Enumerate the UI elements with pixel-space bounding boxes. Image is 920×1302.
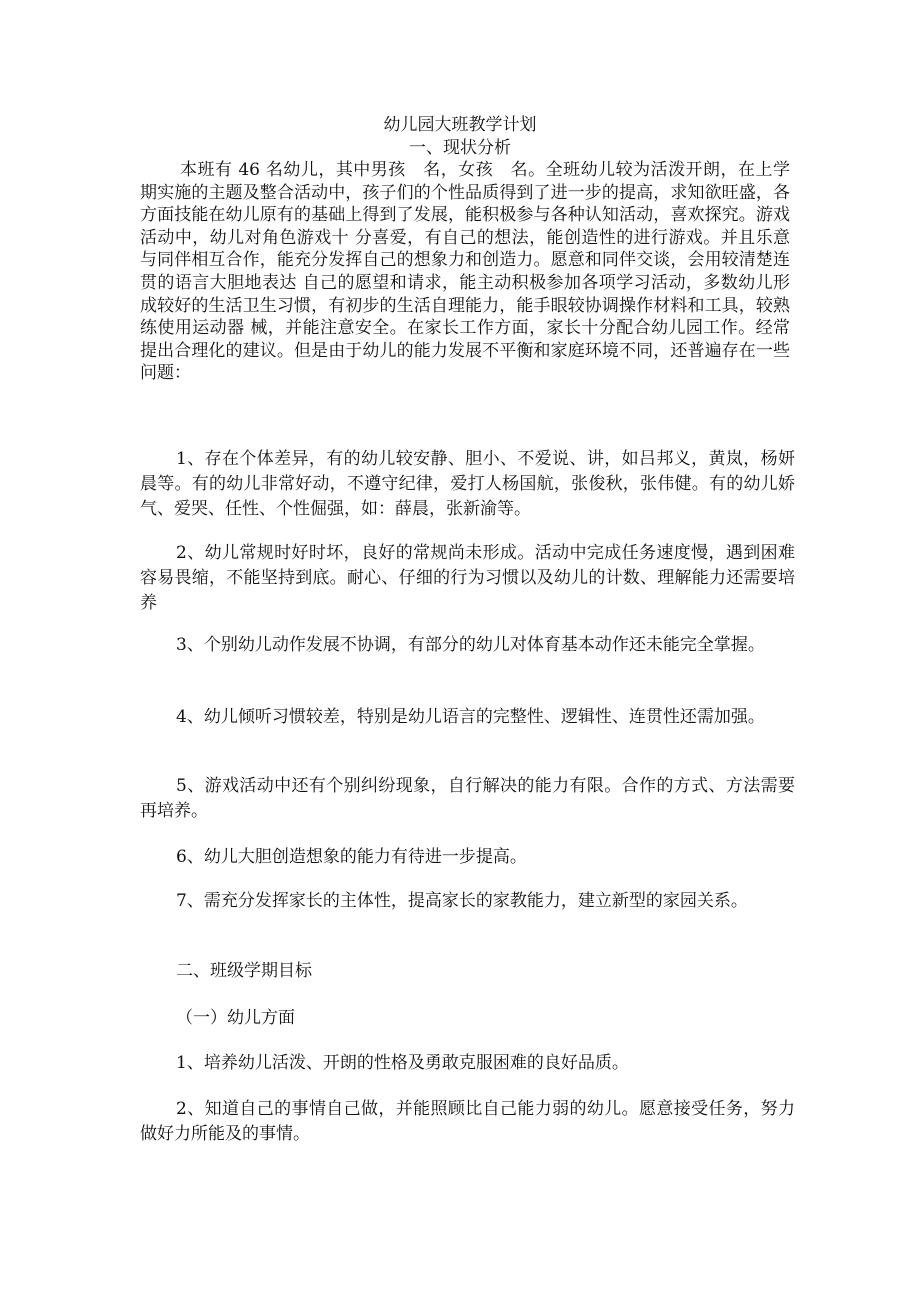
- intro-paragraph: 本班有 46 名幼儿，其中男孩 名，女孩 名。全班幼儿较为活泼开朗，在上学期实施的主题及整合活动中，孩子们的个性品质得到了进一步的提高，求知欲旺盛，各方面技能在幼儿原有的基础上得到了发展，能积极参与各种认知活动，喜欢探究。游戏活动中，幼儿对角色游戏十 分喜爱，有自己的想法，能创造性的进行游戏。并且乐意与同伴相互合作，能充分发挥自己的想象力和创造力。愿意和同伴交谈，会用较清楚连贯的语言大胆地表达 自己的愿望和请求，能主动积极参加各项学习活动，多数幼儿形成较好的生活卫生习惯，有初步的生活自理能力，能手眼较协调操作材料和工具，较熟练使用运动器 械，并能注意安全。在家长工作方面，家长十分配合幼儿园工作。经常提出合理化的建议。但是由于幼儿的能力发展不平衡和家庭环境不同，还普遍存在一些问题：: [140, 160, 790, 384]
- subsection-heading-children: （一）幼儿方面: [176, 1008, 295, 1028]
- problem-item-7: 7、需充分发挥家长的主体性，提高家长的家教能力，建立新型的家园关系。: [176, 891, 748, 911]
- problem-item-5: 5、游戏活动中还有个别纠纷现象，自行解决的能力有限。合作的方式、方法需要再培养。: [140, 776, 795, 821]
- problem-item-3: 3、个别幼儿动作发展不协调，有部分的幼儿对体育基本动作还未能完全掌握。: [176, 635, 765, 655]
- problem-item-2: 2、幼儿常规时好时坏，良好的常规尚未形成。活动中完成任务速度慢，遇到困难容易畏缩，不能坚持到底。耐心、仔细的行为习惯以及幼儿的计数、理解能力还需要培养: [140, 543, 795, 613]
- document-title: 幼儿园大班教学计划: [383, 115, 537, 135]
- section-heading-status: 一、现状分析: [409, 138, 511, 158]
- problem-item-4: 4、幼儿倾听习惯较差，特别是幼儿语言的完整性、逻辑性、连贯性还需加强。: [176, 707, 765, 727]
- section-heading-goals: 二、班级学期目标: [176, 961, 312, 981]
- problem-item-1: 1、存在个体差异，有的幼儿较安静、胆小、不爱说、讲，如吕邦义，黄岚，杨妍晨等。有的幼儿非常好动，不遵守纪律，爱打人杨国航，张俊秋，张伟健。有的幼儿娇气、爱哭、任性、个性倔强，如：薛晨，张新渝等。: [140, 449, 795, 519]
- goal-item-1: 1、培养幼儿活泼、开朗的性格及勇敢克服困难的良好品质。: [176, 1053, 629, 1073]
- problem-item-6: 6、幼儿大胆创造想象的能力有待进一步提高。: [176, 847, 527, 867]
- goal-item-2: 2、知道自己的事情自己做，并能照顾比自己能力弱的幼儿。愿意接受任务，努力做好力所能及的事情。: [140, 1099, 795, 1144]
